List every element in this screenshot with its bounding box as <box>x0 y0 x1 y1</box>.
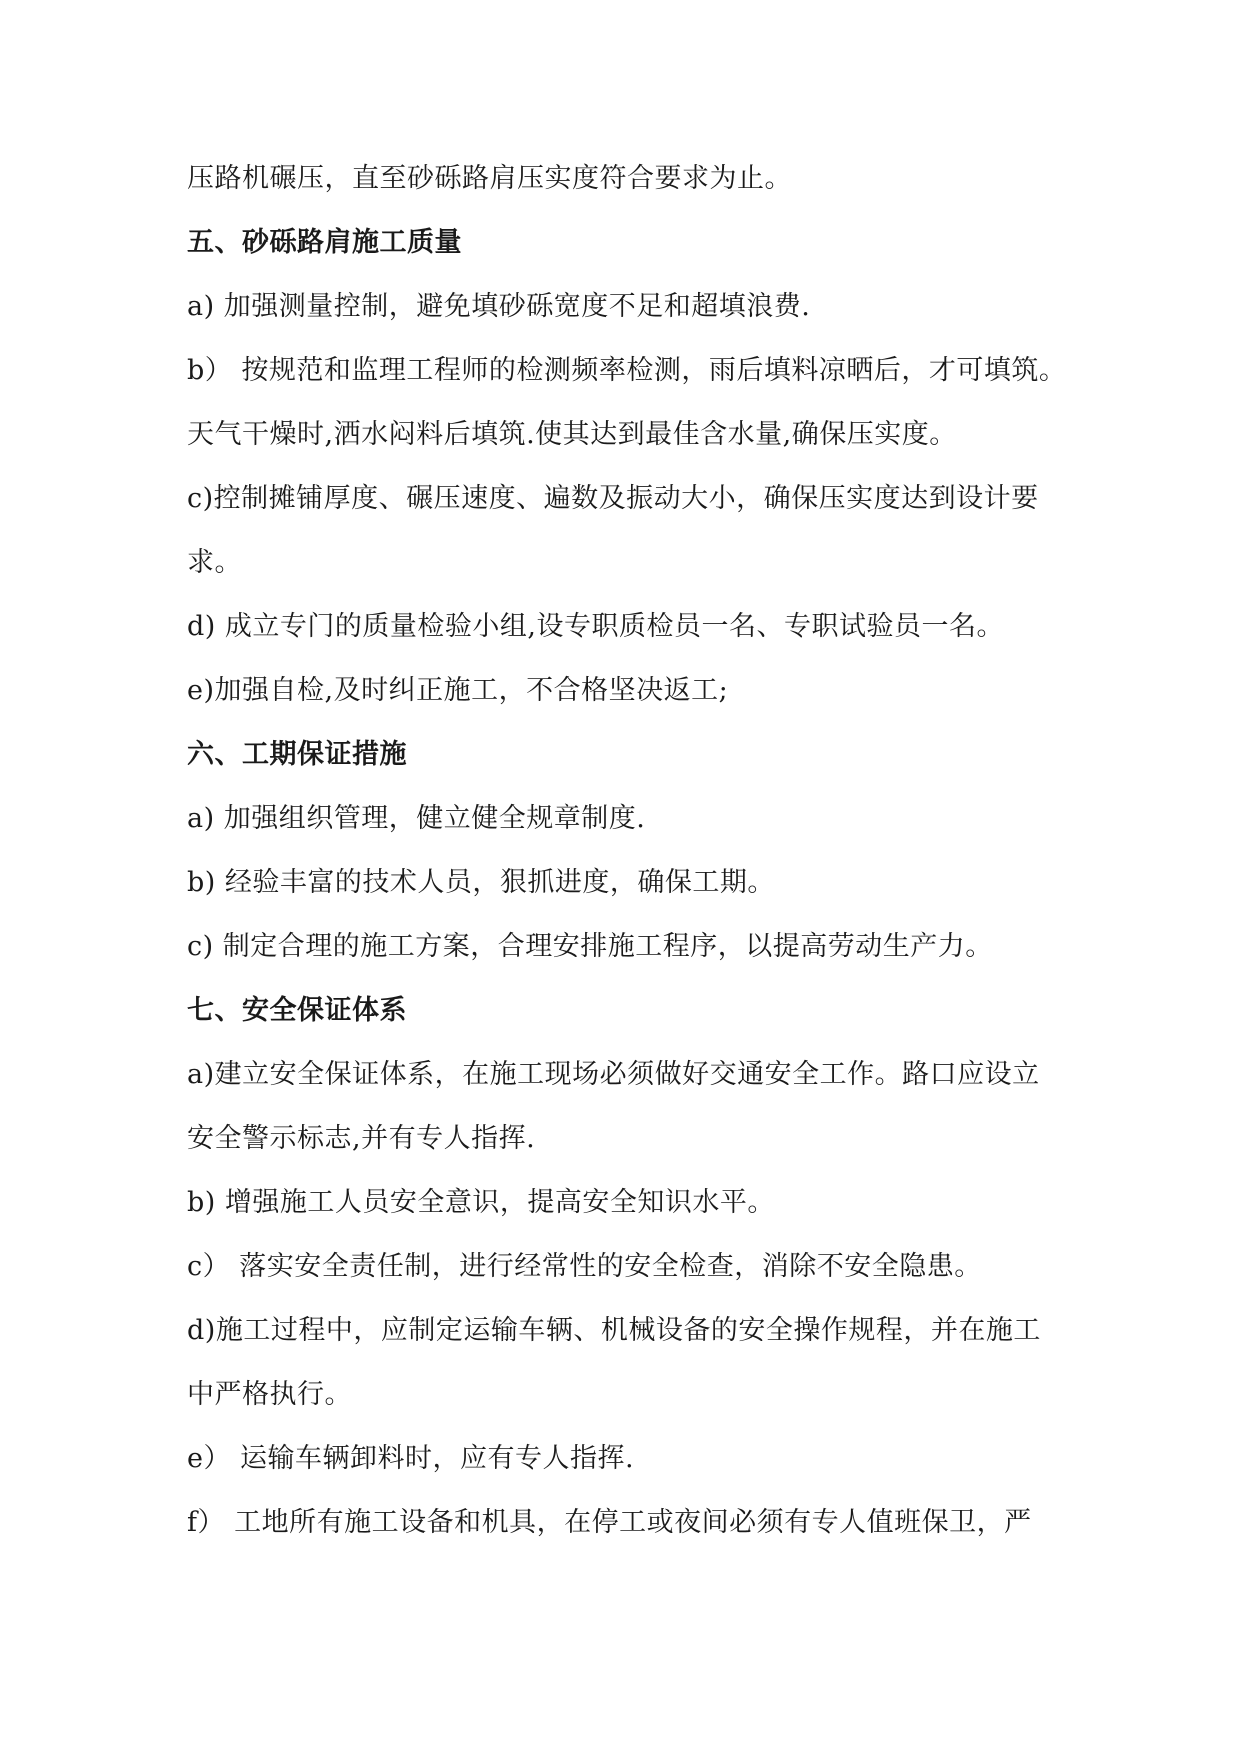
paragraph-line: 压路机碾压，直至砂砾路肩压实度符合要求为止。 <box>187 163 792 194</box>
list-item: b） 按规范和监理工程师的检测频率检测，雨后填料凉晒后，才可填筑。 <box>187 355 1067 386</box>
section-heading: 六、工期保证措施 <box>187 739 407 770</box>
list-item: d)施工过程中，应制定运输车辆、机械设备的安全操作规程，并在施工 <box>187 1315 1041 1346</box>
list-item: a) 加强组织管理，健立健全规章制度. <box>187 803 646 834</box>
paragraph-line: 求。 <box>187 547 242 578</box>
section-heading: 五、砂砾路肩施工质量 <box>187 227 462 258</box>
list-item: e)加强自检,及时纠正施工，不合格坚决返工; <box>187 675 729 706</box>
list-item: b) 增强施工人员安全意识，提高安全知识水平。 <box>187 1187 775 1218</box>
list-item: c)控制摊铺厚度、碾压速度、遍数及振动大小，确保压实度达到设计要 <box>187 483 1039 514</box>
list-item: c) 制定合理的施工方案，合理安排施工程序，以提高劳动生产力。 <box>187 931 993 962</box>
list-item: a)建立安全保证体系，在施工现场必须做好交通安全工作。路口应设立 <box>187 1059 1040 1090</box>
paragraph-line: 安全警示标志,并有专人指挥. <box>187 1123 536 1154</box>
section-heading: 七、安全保证体系 <box>187 995 407 1026</box>
list-item: b) 经验丰富的技术人员，狠抓进度，确保工期。 <box>187 867 775 898</box>
list-item: d) 成立专门的质量检验小组,设专职质检员一名、专职试验员一名。 <box>187 611 1004 642</box>
list-item: c） 落实安全责任制，进行经常性的安全检查，消除不安全隐患。 <box>187 1251 982 1282</box>
paragraph-line: 中严格执行。 <box>187 1379 352 1410</box>
list-item: a) 加强测量控制，避免填砂砾宽度不足和超填浪费. <box>187 291 811 322</box>
list-item: f） 工地所有施工设备和机具，在停工或夜间必须有专人值班保卫，严 <box>187 1507 1032 1538</box>
list-item: e） 运输车辆卸料时，应有专人指挥. <box>187 1443 635 1474</box>
paragraph-line: 天气干燥时,洒水闷料后填筑.使其达到最佳含水量,确保压实度。 <box>187 419 957 450</box>
